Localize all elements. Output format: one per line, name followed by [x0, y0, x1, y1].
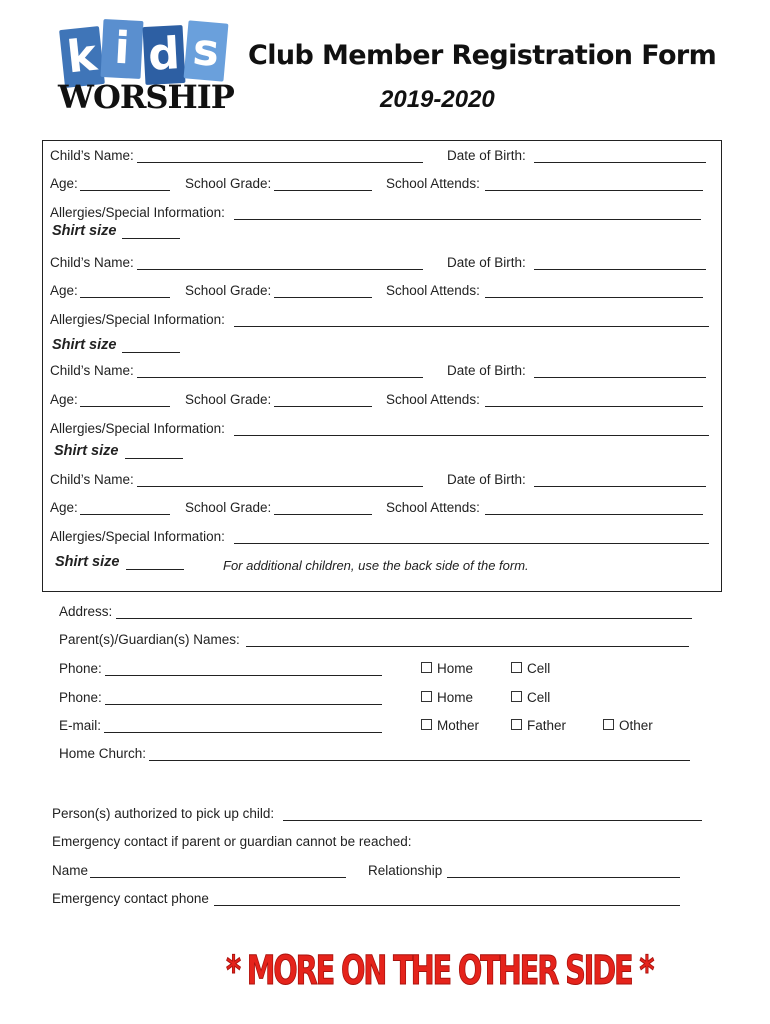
shirt-size-label: Shirt size [52, 223, 117, 239]
attends-label: School Attends: [386, 500, 480, 515]
attends-label: School Attends: [386, 283, 480, 298]
cell-option[interactable] [511, 661, 550, 676]
dob-label: Date of Birth: [447, 148, 526, 163]
mother-option[interactable] [421, 718, 479, 733]
home-label: Home [437, 661, 474, 676]
allergies-label: Allergies/Special Information: [50, 205, 225, 220]
shirt-size-field[interactable] [122, 352, 180, 353]
father-label: Father [527, 718, 567, 733]
age-label: Age: [50, 283, 78, 298]
child-name-field[interactable] [137, 269, 423, 270]
home-option[interactable] [421, 690, 473, 705]
relationship-field[interactable] [447, 877, 680, 878]
grade-label: School Grade: [185, 500, 272, 515]
dob-field[interactable] [534, 162, 706, 163]
logo-letter: i [101, 19, 144, 79]
address-field[interactable] [116, 618, 692, 619]
child-name-field[interactable] [137, 377, 423, 378]
emergency-phone-field[interactable] [214, 905, 680, 906]
emergency-intro: Emergency contact if parent or guardian cannot be reached: [52, 834, 412, 849]
church-field[interactable] [149, 760, 690, 761]
grade-label: School Grade: [185, 176, 272, 191]
grade-label: School Grade: [185, 283, 272, 298]
allergies-label: Allergies/Special Information: [50, 312, 225, 327]
allergies-field[interactable] [234, 219, 701, 220]
allergies-label: Allergies/Special Information: [50, 529, 225, 544]
shirt-size-label: Shirt size [55, 554, 120, 570]
checkbox-icon[interactable] [421, 662, 432, 673]
dob-label: Date of Birth: [447, 363, 526, 378]
allergies-field[interactable] [234, 543, 709, 544]
attends-field[interactable] [485, 190, 703, 191]
cell-label: Cell [527, 690, 551, 705]
phone-field[interactable] [105, 675, 382, 676]
shirt-size-label: Shirt size [52, 337, 117, 353]
pickup-field[interactable] [283, 820, 702, 821]
checkbox-icon[interactable] [511, 662, 522, 673]
other-option[interactable] [603, 718, 653, 733]
emergency-phone-label: Emergency contact phone [52, 891, 209, 906]
logo-worship-text: WORSHIP [58, 78, 234, 116]
grade-field[interactable] [274, 190, 372, 191]
cell-label: Cell [527, 661, 551, 676]
emergency-name-field[interactable] [90, 877, 346, 878]
child-name-label: Child’s Name: [50, 472, 134, 487]
checkbox-icon[interactable] [511, 691, 522, 702]
cell-option[interactable] [511, 690, 550, 705]
age-field[interactable] [80, 297, 170, 298]
grade-label: School Grade: [185, 392, 272, 407]
child-name-label: Child’s Name: [50, 148, 134, 163]
mother-label: Mother [437, 718, 480, 733]
attends-field[interactable] [485, 406, 703, 407]
checkbox-icon[interactable] [511, 719, 522, 730]
attends-field[interactable] [485, 514, 703, 515]
attends-label: School Attends: [386, 392, 480, 407]
attends-field[interactable] [485, 297, 703, 298]
dob-field[interactable] [534, 269, 706, 270]
age-field[interactable] [80, 406, 170, 407]
father-option[interactable] [511, 718, 566, 733]
dob-field[interactable] [534, 486, 706, 487]
dob-label: Date of Birth: [447, 472, 526, 487]
checkbox-icon[interactable] [421, 691, 432, 702]
shirt-size-label: Shirt size [54, 443, 119, 459]
email-label: E-mail: [59, 718, 102, 733]
logo-letter: d [143, 25, 186, 85]
child-name-label: Child’s Name: [50, 363, 134, 378]
age-label: Age: [50, 500, 78, 515]
guardians-label: Parent(s)/Guardian(s) Names: [59, 632, 240, 647]
child-name-label: Child’s Name: [50, 255, 134, 270]
allergies-field[interactable] [234, 435, 709, 436]
shirt-size-field[interactable] [126, 569, 184, 570]
email-field[interactable] [104, 732, 382, 733]
dob-label: Date of Birth: [447, 255, 526, 270]
age-field[interactable] [80, 190, 170, 191]
grade-field[interactable] [274, 297, 372, 298]
relationship-label: Relationship [368, 863, 443, 878]
pickup-label: Person(s) authorized to pick up child: [52, 806, 275, 821]
phone-field[interactable] [105, 704, 382, 705]
child-name-field[interactable] [137, 162, 423, 163]
home-label: Home [437, 690, 474, 705]
form-year: 2019-2020 [380, 86, 495, 113]
shirt-size-field[interactable] [122, 238, 180, 239]
guardians-field[interactable] [246, 646, 689, 647]
address-label: Address: [59, 604, 113, 619]
other-label: Other [619, 718, 653, 733]
home-option[interactable] [421, 661, 473, 676]
kids-worship-logo [62, 18, 232, 86]
phone-label: Phone: [59, 690, 102, 705]
form-title: Club Member Registration Form [248, 40, 717, 71]
child-name-field[interactable] [137, 486, 423, 487]
logo-letter: s [184, 20, 229, 81]
shirt-size-field[interactable] [125, 458, 183, 459]
age-label: Age: [50, 392, 78, 407]
church-label: Home Church: [59, 746, 147, 761]
emergency-name-label: Name [52, 863, 89, 878]
logo-letter: k [59, 26, 105, 88]
checkbox-icon[interactable] [421, 719, 432, 730]
grade-field[interactable] [274, 514, 372, 515]
allergies-label: Allergies/Special Information: [50, 421, 225, 436]
more-on-other-side-banner: * MORE ON THE OTHER SIDE * [226, 948, 653, 994]
age-label: Age: [50, 176, 78, 191]
age-field[interactable] [80, 514, 170, 515]
phone-label: Phone: [59, 661, 102, 676]
attends-label: School Attends: [386, 176, 480, 191]
dob-field[interactable] [534, 377, 706, 378]
grade-field[interactable] [274, 406, 372, 407]
checkbox-icon[interactable] [603, 719, 614, 730]
additional-children-note: For additional children, use the back side of the form. [223, 558, 529, 573]
allergies-field[interactable] [234, 326, 709, 327]
